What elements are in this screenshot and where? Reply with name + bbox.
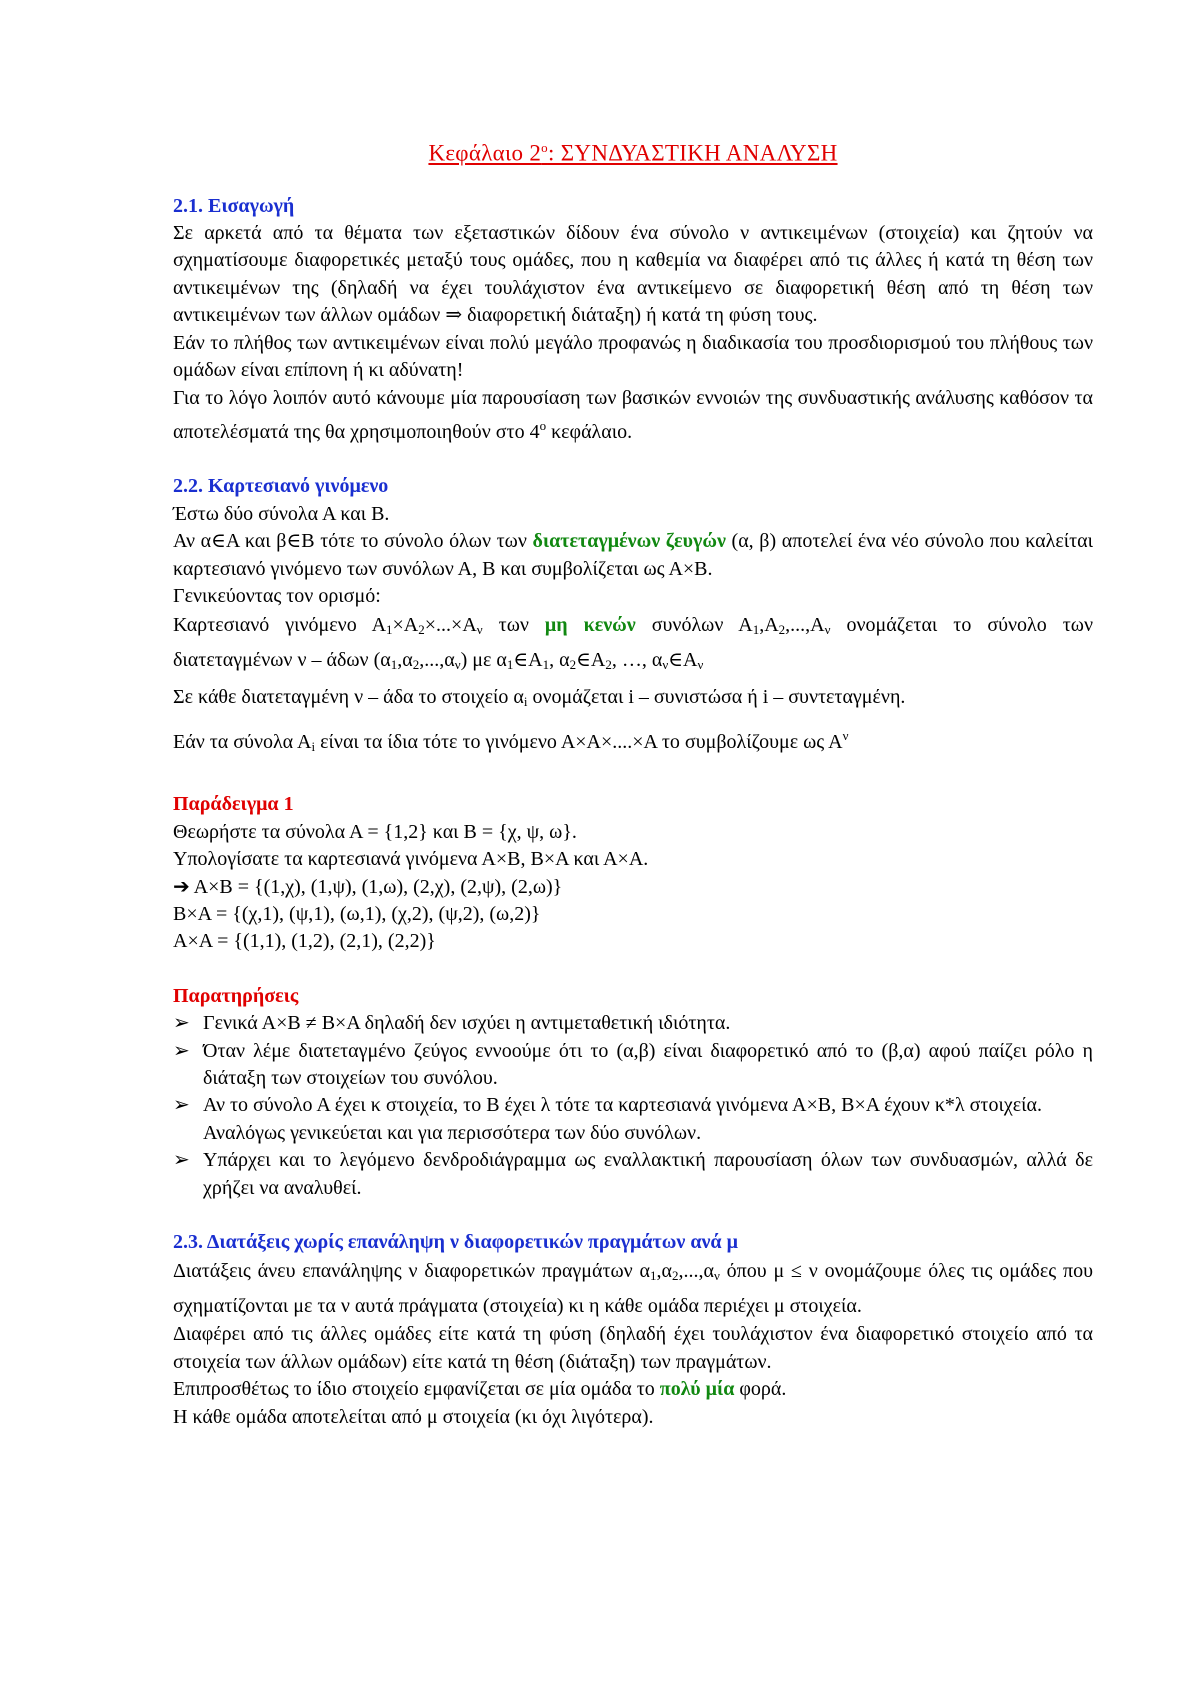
paragraph: Επιπροσθέτως το ίδιο στοιχείο εμφανίζεται σε μία ομάδα το πολύ μία φορά. (173, 1378, 787, 1401)
example-line: ➔ Α×Β = {(1,χ), (1,ψ), (1,ω), (2,χ), (2,ψ), (2,ω)} (173, 875, 563, 898)
paragraph: Για το λόγο λοιπόν αυτό κάνουμε μία παρουσίαση των βασικών εννοιών της συνδυαστικής ανάλυσης καθόσον τα αποτελέσματά της θα χρησιμοποιηθούν στο $4^o$ κεφάλαιο. (173, 386, 1093, 443)
example-line: Α×Α = {(1,1), (1,2), (2,1), (2,2)} (173, 930, 436, 953)
notes-list (173, 1010, 1093, 1202)
paragraph: Αν α∈Α και β∈Β τότε το σύνολο όλων των διατεταγμένων ζευγών (α, β) αποτελεί ένα νέο σύνολο που καλείται καρτεσιανό γινόμενο των συνόλων Α, Β και συμβολίζεται ως Α×Β. (173, 530, 1093, 580)
paragraph: Διατάξεις άνευ επανάληψης ν διαφορετικών πραγμάτων $\alpha_1,\alpha_2,...,\alpha_\nu$ όπου μ ≤ ν ονομάζουμε όλες τις ομάδες που σχηματίζονται με τα ν αυτά πράγματα (στοιχεία) κι η κάθε ομάδα περιέχει μ στοιχεία. (173, 1260, 1093, 1318)
section-heading-2-1: 2.1. Εισαγωγή (173, 194, 295, 217)
paragraph: Έστω δύο σύνολα Α και Β. (173, 502, 390, 525)
example-heading: Παράδειγμα 1 (173, 793, 294, 816)
paragraph: Σε αρκετά από τα θέματα των εξεταστικών δίδουν ένα σύνολο ν αντικειμένων (στοιχεία) και ζητούν να σχηματίσουμε διαφορετικές μεταξύ τους ομάδες, που η καθεμία να διαφέρει από τις άλλες ή κατά τη θέση των αντικειμένων της (δηλαδή να έχει τουλάχιστον ένα αντικείμενο σε διαφορετική θέση από τη θέση των αντικειμένων των άλλων ομάδων ⇒ διαφορετική διάταξη) ή κατά τη φύση τους. (173, 222, 1093, 327)
list-item: ➢ Υπάρχει και το λεγόμενο δενδροδιάγραμμα ως εναλλακτική παρουσίαση όλων των συνδυασμών, αλλά δε χρήζει να αναλυθεί. (173, 1149, 1093, 1199)
chapter-title: Κεφάλαιο $2^o$: ΣΥΝΔΥΑΣΤΙΚΗ ΑΝΑΛΥΣΗ (428, 140, 838, 166)
list-item: ➢ Γενικά Α×Β ≠ Β×Α δηλαδή δεν ισχύει η αντιμεταθετική ιδιότητα. (203, 1010, 1093, 1037)
document-page (173, 140, 1093, 1431)
arrow-bullet-icon: ➢ (173, 1012, 190, 1035)
paragraph: Εάν τα σύνολα $A_i$ είναι τα ίδια τότε το γινόμενο Α×Α×....×Α το συμβολίζουμε ως $A^\nu$ (173, 728, 849, 755)
list-item: ➢ Αν το σύνολο Α έχει κ στοιχεία, το Β έχει λ τότε τα καρτεσιανά γινόμενα Α×Β, Β×Α έχουν κ*λ στοιχεία. Αναλόγως γενικεύεται και για περισσότερα των δύο συνόλων. (173, 1094, 1042, 1144)
arrow-bullet-icon: ➢ (173, 1149, 190, 1172)
paragraph: Εάν το πλήθος των αντικειμένων είναι πολύ μεγάλο προφανώς η διαδικασία του προσδιορισμού του πλήθους των ομάδων είναι επίπονη ή κι αδύνατη! (173, 331, 1093, 382)
paragraph: Γενικεύοντας τον ορισμό: (173, 584, 381, 607)
section-heading-2-2: 2.2. Καρτεσιανό γινόμενο (173, 475, 389, 498)
arrow-bullet-icon: ➢ (173, 1039, 190, 1062)
highlight-term: πολύ μία (659, 1378, 735, 1401)
example-line: Β×Α = {(χ,1), (ψ,1), (ω,1), (χ,2), (ψ,2), (ω,2)} (173, 902, 541, 925)
example-line: Υπολογίσατε τα καρτεσιανά γινόμενα Α×Β, Β×Α και Α×Α. (173, 848, 649, 871)
definition-paragraph: Καρτεσιανό γινόμενο $A_1\times A_2\times...\times A_\nu$ των μη κενών συνόλων $A_1,A_2,...,A_\nu$ ονομάζεται το σύνολο των διατεταγμένων ν – άδων $(\alpha_1,\alpha_2,...,\alpha_\nu)$ με $\alpha_1\in A_1$, $\alpha_2\in A_2$, …, $\alpha_\nu\in A_\nu$ (173, 614, 1093, 673)
highlight-term: μη κενών (544, 614, 636, 637)
paragraph: Σε κάθε διατεταγμένη ν – άδα το στοιχείο $\alpha_i$ ονομάζεται i – συνιστώσα ή i – συντεταγμένη. (173, 686, 906, 710)
list-item: ➢ Όταν λέμε διατεταγμένο ζεύγος εννοούμε ότι το (α,β) είναι διαφορετικό από το (β,α) αφού παίζει ρόλο η διάταξη των στοιχείων του συνόλου. (173, 1039, 1093, 1089)
arrow-bullet-icon: ➢ (173, 1094, 190, 1117)
highlight-term: διατεταγμένων ζευγών (532, 530, 726, 553)
example-line: Θεωρήστε τα σύνολα Α = {1,2} και Β = {χ, ψ, ω}. (173, 820, 577, 843)
notes-heading: Παρατηρήσεις (173, 984, 299, 1007)
paragraph: Διαφέρει από τις άλλες ομάδες είτε κατά τη φύση (δηλαδή έχει τουλάχιστον ένα διαφορετικό στοιχείο από τα στοιχεία των άλλων ομάδων) είτε κατά τη θέση (διάταξη) των πραγμάτων. (173, 1323, 1093, 1373)
section-heading-2-3: 2.3. Διατάξεις χωρίς επανάληψη ν διαφορετικών πραγμάτων ανά μ (173, 1231, 738, 1254)
paragraph: Η κάθε ομάδα αποτελείται από μ στοιχεία (κι όχι λιγότερα). (173, 1405, 654, 1428)
